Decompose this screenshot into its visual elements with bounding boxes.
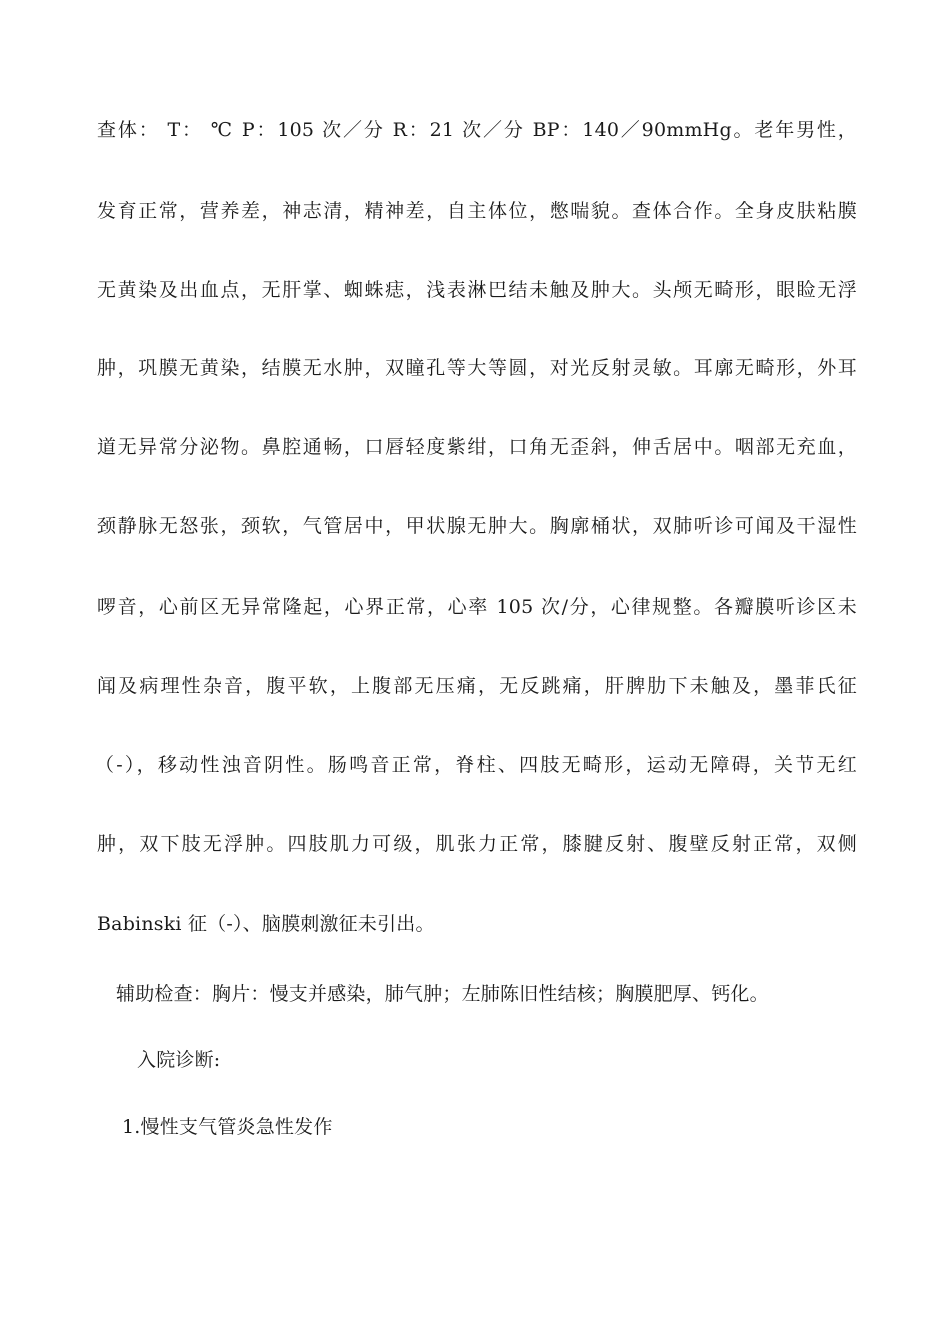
physical-exam-line-8: 闻及病理性杂音，腹平软，上腹部无压痛，无反跳痛，肝脾肋下未触及，墨菲氏征 [97, 675, 857, 697]
diagnosis-item: 1.慢性支气管炎急性发作 [122, 1116, 333, 1138]
physical-exam-line-10: 肿，双下肢无浮肿。四肢肌力可级，肌张力正常，膝腱反射、腹壁反射正常，双侧 [97, 833, 857, 855]
physical-exam-line-2: 发育正常，营养差，神志清，精神差，自主体位，憋喘貌。查体合作。全身皮肤粘膜 [97, 200, 857, 222]
physical-exam-line-7: 啰音，心前区无异常隆起，心界正常，心率 105 次/分，心律规整。各瓣膜听诊区未 [97, 596, 857, 618]
physical-exam-line-9: （-），移动性浊音阴性。肠鸣音正常，脊柱、四肢无畸形，运动无障碍，关节无红 [95, 754, 857, 776]
physical-exam-line-11: Babinski 征（-）、脑膜刺激征未引出。 [97, 913, 435, 935]
auxiliary-exam-paragraph: 辅助检查：胸片：慢支并感染，肺气肿；左肺陈旧性结核；胸膜肥厚、钙化。 [116, 983, 769, 1005]
physical-exam-line-4: 肿，巩膜无黄染，结膜无水肿，双瞳孔等大等圆，对光反射灵敏。耳廓无畸形，外耳 [97, 357, 857, 379]
physical-exam-line-5: 道无异常分泌物。鼻腔通畅，口唇轻度紫绀，口角无歪斜，伸舌居中。咽部无充血， [97, 436, 857, 458]
physical-exam-line-3: 无黄染及出血点，无肝掌、蜘蛛痣，浅表淋巴结未触及肿大。头颅无畸形，眼睑无浮 [97, 279, 857, 301]
admission-diagnosis-heading: 入院诊断: [137, 1049, 221, 1071]
physical-exam-line-1: 查体： T： ℃ P：105 次／分 R：21 次／分 BP：140／90mmHg。老年男性， [97, 119, 857, 141]
physical-exam-line-6: 颈静脉无怒张，颈软，气管居中，甲状腺无肿大。胸廓桶状，双肺听诊可闻及干湿性 [97, 515, 857, 537]
